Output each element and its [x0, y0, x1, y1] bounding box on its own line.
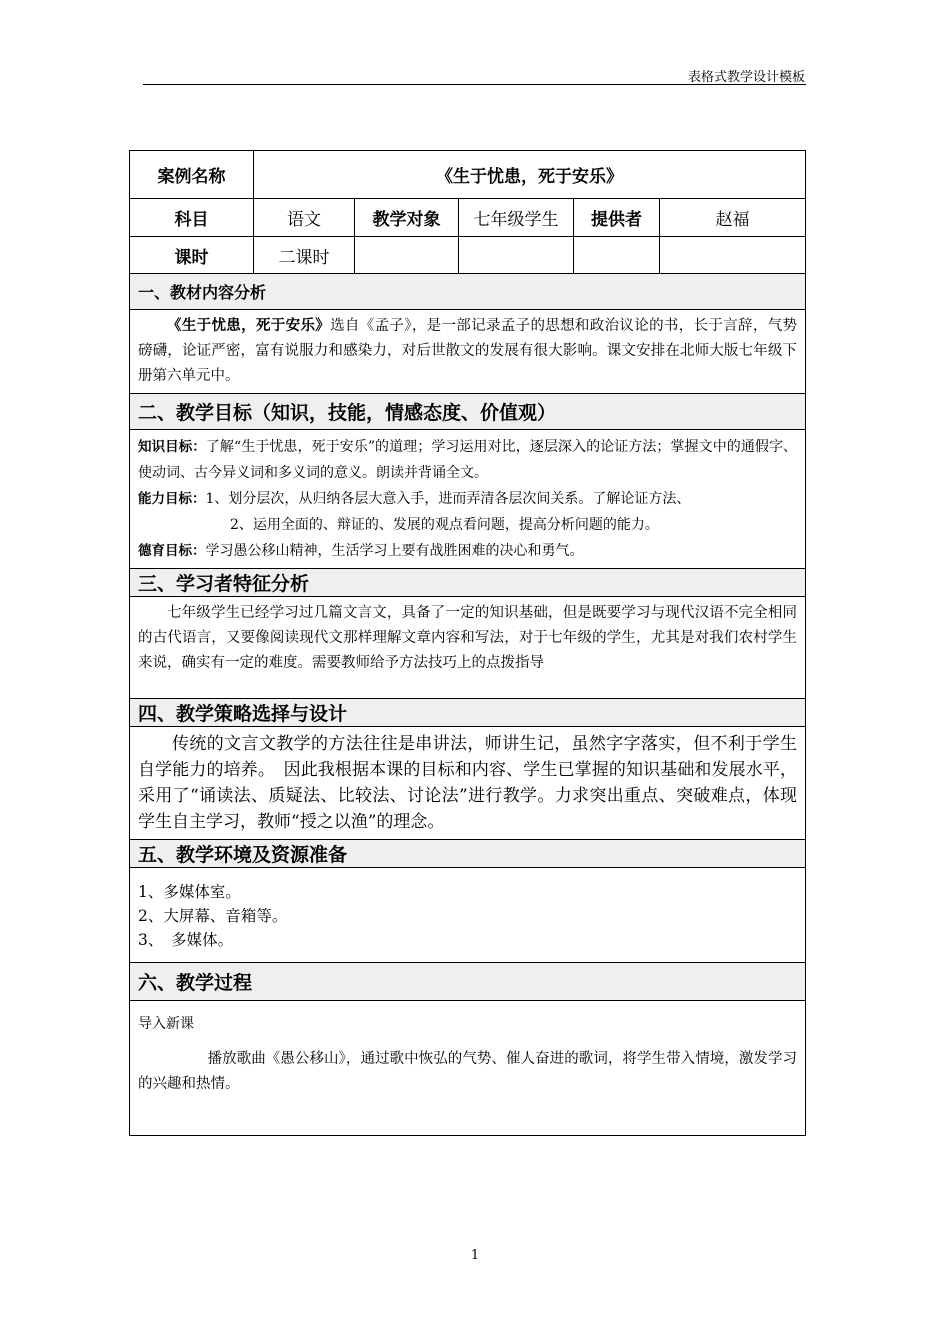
page-number: 1: [470, 1248, 480, 1263]
ability-goal-label: 能力目标：: [138, 491, 206, 507]
section-4-body: [130, 727, 806, 840]
section-2-heading: 二、教学目标（知识，技能，情感态度、价值观）: [130, 394, 806, 430]
section-3-text: 七年级学生已经学习过几篇文言文，具备了一定的知识基础，但是既要学习与现代汉语不完全相同的古代语言，又要像阅读现代文那样理解文章内容和写法，对于七年级的学生，尤其是对我们农村学生来说，确实有一定的难度。需要教师给予方法技巧上的点拨指导: [138, 605, 798, 671]
section-4-heading: 四、教学策略选择与设计: [130, 699, 806, 727]
empty-cell: [459, 237, 574, 274]
subject-value: 语文: [254, 199, 355, 237]
header-rule: [143, 84, 806, 85]
knowledge-goal-text: 了解“生于忧患，死于安乐”的道理；学习运用对比，逐层深入的论证方法；掌握文中的通假字、使动词、古今异义词和多义词的意义。朗读并背诵全文。: [138, 439, 798, 481]
section-3-body: [130, 597, 806, 699]
section-3-heading: 三、学习者特征分析: [130, 569, 806, 597]
audience-label: 教学对象: [355, 199, 459, 237]
provider-value: 赵福: [660, 199, 806, 237]
hours-value: 二课时: [254, 237, 355, 274]
section-5-heading: 五、教学环境及资源准备: [130, 840, 806, 868]
provider-label: 提供者: [574, 199, 660, 237]
hours-label: 课时: [130, 237, 254, 274]
knowledge-goal: [138, 434, 797, 486]
section-4-text: 传统的文言文教学的方法往往是串讲法，师讲生记，虽然字字落实，但不利于学生自学能力的培养。 因此我根据本课的目标和内容、学生已掌握的知识基础和发展水平，采用了“诵读法、质疑法、比较法、讨论法”进行教学。力求突出重点、突破难点，体现学生自主学习，教师“授之以渔”的理念。: [138, 734, 798, 832]
case-name-label: 案例名称: [130, 151, 254, 199]
empty-cell: [574, 237, 660, 274]
header-title: 表格式教学设计模板: [687, 70, 805, 85]
hours-row: [130, 237, 806, 274]
moral-goal: [138, 538, 797, 564]
empty-cell: [355, 237, 459, 274]
section-1-text: 选自《孟子》，是一部记录孟子的思想和政治议论的书，长于言辞，气势磅礴，论证严密，富有说服力和感染力，对后世散文的发展有很大影响。课文安排在北师大版七年级下册第六单元中。: [138, 318, 798, 384]
section-6-text: 播放歌曲《愚公移山》，通过歌中恢弘的气势、催人奋进的歌词，将学生带入情境，激发学习的兴趣和热情。: [138, 1051, 798, 1092]
section-6-body: [130, 1001, 806, 1136]
ability-goal: [138, 486, 797, 512]
section-6-intro-label: 导入新课: [138, 1016, 194, 1032]
section-6-heading: 六、教学过程: [130, 963, 806, 1001]
section-1-lead: 《生于忧患，死于安乐》: [167, 318, 331, 334]
knowledge-goal-label: 知识目标：: [138, 439, 206, 455]
resource-item-3: 3、 多媒体。: [138, 931, 234, 949]
resource-item-2: 2、大屏幕、音箱等。: [138, 907, 288, 925]
audience-value: 七年级学生: [459, 199, 574, 237]
subject-row: [130, 199, 806, 237]
subject-label: 科目: [130, 199, 254, 237]
section-1-paragraph: [138, 314, 797, 389]
section-2-body: [130, 430, 806, 569]
resource-item-1: 1、多媒体室。: [138, 883, 241, 901]
lesson-plan-table: [129, 150, 806, 1136]
empty-cell: [660, 237, 806, 274]
moral-goal-text: 学习愚公移山精神，生活学习上要有战胜困难的决心和勇气。: [205, 543, 584, 559]
case-name-value: 《生于忧患，死于安乐》: [254, 151, 806, 199]
section-1-heading: 一、教材内容分析: [130, 274, 806, 310]
case-name-row: [130, 151, 806, 199]
ability-goal-line-2: 2、运用全面的、辩证的、发展的观点看问题，提高分析问题的能力。: [230, 517, 659, 533]
moral-goal-label: 德育目标：: [138, 543, 206, 559]
section-5-body: [130, 868, 806, 963]
section-1-body: [130, 310, 806, 394]
ability-goal-line-1: 1、划分层次，从归纳各层大意入手，进而弄清各层次间关系。了解论证方法、: [205, 491, 691, 507]
